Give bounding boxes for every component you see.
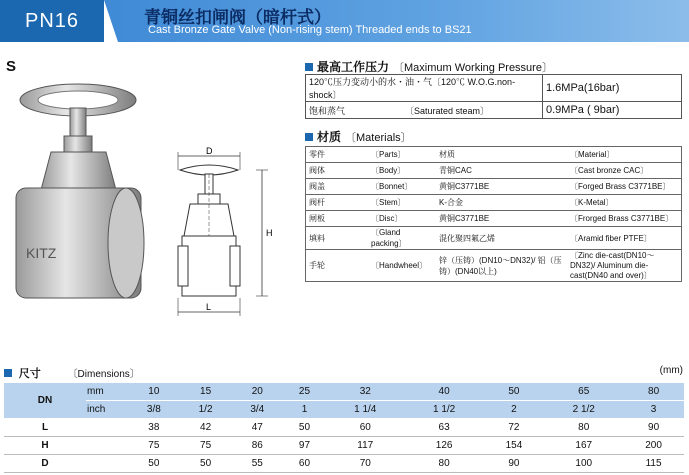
pressure-value: 0.9MPa ( 9bar) — [543, 102, 682, 119]
pressure-title-en: 〔Maximum Working Pressure〕 — [393, 61, 553, 74]
dim-cell: 47 — [231, 419, 283, 437]
pressure-condition-en: 〔Saturated steam〕 — [405, 105, 490, 116]
parts-header-en: 〔Parts〕 — [368, 147, 436, 163]
parts-header-zh: 零件 — [306, 147, 369, 163]
dim-cell: 80 — [405, 455, 484, 473]
pn-code: PN16 — [24, 9, 80, 32]
valve-photo — [6, 80, 151, 305]
materials-row — [306, 227, 682, 250]
dim-cell: 154 — [484, 437, 545, 455]
dimensions-mm-row — [4, 383, 684, 401]
dim-cell: 90 — [623, 419, 684, 437]
materials-header-row — [306, 147, 682, 163]
material-zh: 黄铜C3771BE — [436, 179, 567, 195]
part-en: 〔Stem〕 — [368, 195, 436, 211]
section-marker — [305, 63, 313, 71]
inch-cell: 1 1/4 — [326, 401, 405, 419]
dim-cell: 42 — [180, 419, 232, 437]
dim-cell: 63 — [405, 419, 484, 437]
dim-cell: 50 — [283, 419, 326, 437]
inch-cell: 3/4 — [231, 401, 283, 419]
material-en: 〔Frorged Brass C3771BE〕 — [567, 211, 682, 227]
dim-cell: 75 — [180, 437, 232, 455]
mm-cell: 50 — [484, 383, 545, 401]
mm-cell: 32 — [326, 383, 405, 401]
materials-row — [306, 250, 682, 282]
pressure-row — [306, 102, 682, 119]
kitz-mark-photo: KITZ — [26, 245, 57, 261]
title-chinese: 青铜丝扣闸阀（暗杆式） — [144, 8, 331, 27]
material-en: 〔K-Metal〕 — [567, 195, 682, 211]
inch-cell: 1/2 — [180, 401, 232, 419]
dim-cell: 60 — [283, 455, 326, 473]
dim-cell: 60 — [326, 419, 405, 437]
part-zh: 闸板 — [306, 211, 369, 227]
dimensions-heading — [4, 365, 689, 381]
material-zh: 锌（压铸）(DN10～DN32)/ 铝（压铸）(DN40以上) — [436, 250, 567, 282]
inch-cell: 3/8 — [128, 401, 180, 419]
mm-cell: 80 — [623, 383, 684, 401]
dim-cell: 200 — [623, 437, 684, 455]
dim-cell: 167 — [544, 437, 623, 455]
mm-cell: 20 — [231, 383, 283, 401]
dimension-row-h — [4, 437, 684, 455]
row-label: L — [4, 419, 86, 437]
dim-cell: 86 — [231, 437, 283, 455]
dim-cell: 80 — [544, 419, 623, 437]
row-label: H — [4, 437, 86, 455]
dim-cell: 90 — [484, 455, 545, 473]
materials-row — [306, 211, 682, 227]
variant-label: S — [6, 58, 17, 75]
pressure-table — [305, 74, 682, 119]
valve-drawing — [170, 146, 300, 326]
part-en: 〔Gland packing〕 — [368, 227, 436, 250]
material-zh: K-合金 — [436, 195, 567, 211]
dim-h-label: H — [266, 228, 273, 238]
dim-d-label: D — [206, 146, 213, 156]
dim-cell: 117 — [326, 437, 405, 455]
pn-code-tab — [0, 0, 104, 42]
dim-cell: 50 — [128, 455, 180, 473]
material-en: 〔Forged Brass C3771BE〕 — [567, 179, 682, 195]
mm-cell: 25 — [283, 383, 326, 401]
material-en: 〔Zinc die-cast(DN10～DN32)/ Aluminum die-cast(DN40 and over)〕 — [567, 250, 682, 282]
dimensions-inch-row — [4, 401, 684, 419]
part-en: 〔Handwheel〕 — [368, 250, 436, 282]
dim-cell: 38 — [128, 419, 180, 437]
part-zh: 阀杆 — [306, 195, 369, 211]
inch-cell: 1 1/2 — [405, 401, 484, 419]
material-zh: 黄铜C3771BE — [436, 211, 567, 227]
materials-row — [306, 163, 682, 179]
inch-label: inch — [86, 401, 128, 419]
dimensions-title-zh: 尺寸 — [18, 368, 41, 380]
inch-cell: 1 — [283, 401, 326, 419]
material-header-zh: 材质 — [436, 147, 567, 163]
section-marker — [305, 133, 313, 141]
material-en: 〔Aramid fiber PTFE〕 — [567, 227, 682, 250]
dimension-row-l — [4, 419, 684, 437]
dim-cell: 50 — [180, 455, 232, 473]
mm-cell: 10 — [128, 383, 180, 401]
dimensions-title-en: 〔Dimensions〕 — [67, 369, 140, 380]
pressure-title-zh: 最高工作压力 — [317, 60, 390, 74]
materials-table — [305, 146, 682, 282]
mm-cell: 65 — [544, 383, 623, 401]
dim-l-label: L — [206, 302, 212, 312]
row-label: D — [4, 455, 86, 473]
material-en: 〔Cast bronze CAC〕 — [567, 163, 682, 179]
pressure-value: 1.6MPa(16bar) — [543, 75, 682, 102]
materials-title-en: 〔Materials〕 — [345, 131, 412, 144]
materials-row — [306, 179, 682, 195]
materials-heading — [305, 128, 412, 145]
part-en: 〔Body〕 — [368, 163, 436, 179]
materials-title-zh: 材质 — [317, 130, 342, 144]
dim-cell: 115 — [623, 455, 684, 473]
dim-cell: 100 — [544, 455, 623, 473]
dn-label: DN — [4, 383, 86, 419]
pressure-condition-en: 〔120℃ W.O.G.non-shock〕 — [309, 77, 516, 100]
mm-cell: 15 — [180, 383, 232, 401]
title-bar — [0, 0, 689, 42]
dim-cell: 75 — [128, 437, 180, 455]
title-english: Cast Bronze Gate Valve (Non-rising stem) Threaded ends to BS21 — [148, 24, 472, 36]
pressure-heading — [305, 58, 553, 75]
dimensions-unit: (mm) — [659, 365, 683, 376]
inch-cell: 2 1/2 — [544, 401, 623, 419]
dimensions-table — [4, 383, 684, 473]
part-zh: 阀体 — [306, 163, 369, 179]
dim-cell: 97 — [283, 437, 326, 455]
material-zh: 混化聚四氟乙烯 — [436, 227, 567, 250]
dim-cell: 72 — [484, 419, 545, 437]
part-zh: 填料 — [306, 227, 369, 250]
section-marker — [4, 369, 12, 377]
dim-cell: 70 — [326, 455, 405, 473]
material-header-en: 〔Material〕 — [567, 147, 682, 163]
dimension-row-d — [4, 455, 684, 473]
pressure-condition — [306, 102, 543, 119]
pressure-condition — [306, 75, 543, 102]
dim-cell: 55 — [231, 455, 283, 473]
materials-row — [306, 195, 682, 211]
part-zh: 手轮 — [306, 250, 369, 282]
mm-cell: 40 — [405, 383, 484, 401]
pressure-condition-zh: 120℃压力变动小的水・油・气 — [309, 77, 433, 87]
mm-label: mm — [86, 383, 128, 401]
pressure-condition-zh: 饱和蒸气 — [309, 105, 346, 116]
part-zh: 阀盖 — [306, 179, 369, 195]
dim-cell: 126 — [405, 437, 484, 455]
part-en: 〔Bonnet〕 — [368, 179, 436, 195]
material-zh: 青铜CAC — [436, 163, 567, 179]
pressure-row — [306, 75, 682, 102]
inch-cell: 2 — [484, 401, 545, 419]
inch-cell: 3 — [623, 401, 684, 419]
part-en: 〔Disc〕 — [368, 211, 436, 227]
